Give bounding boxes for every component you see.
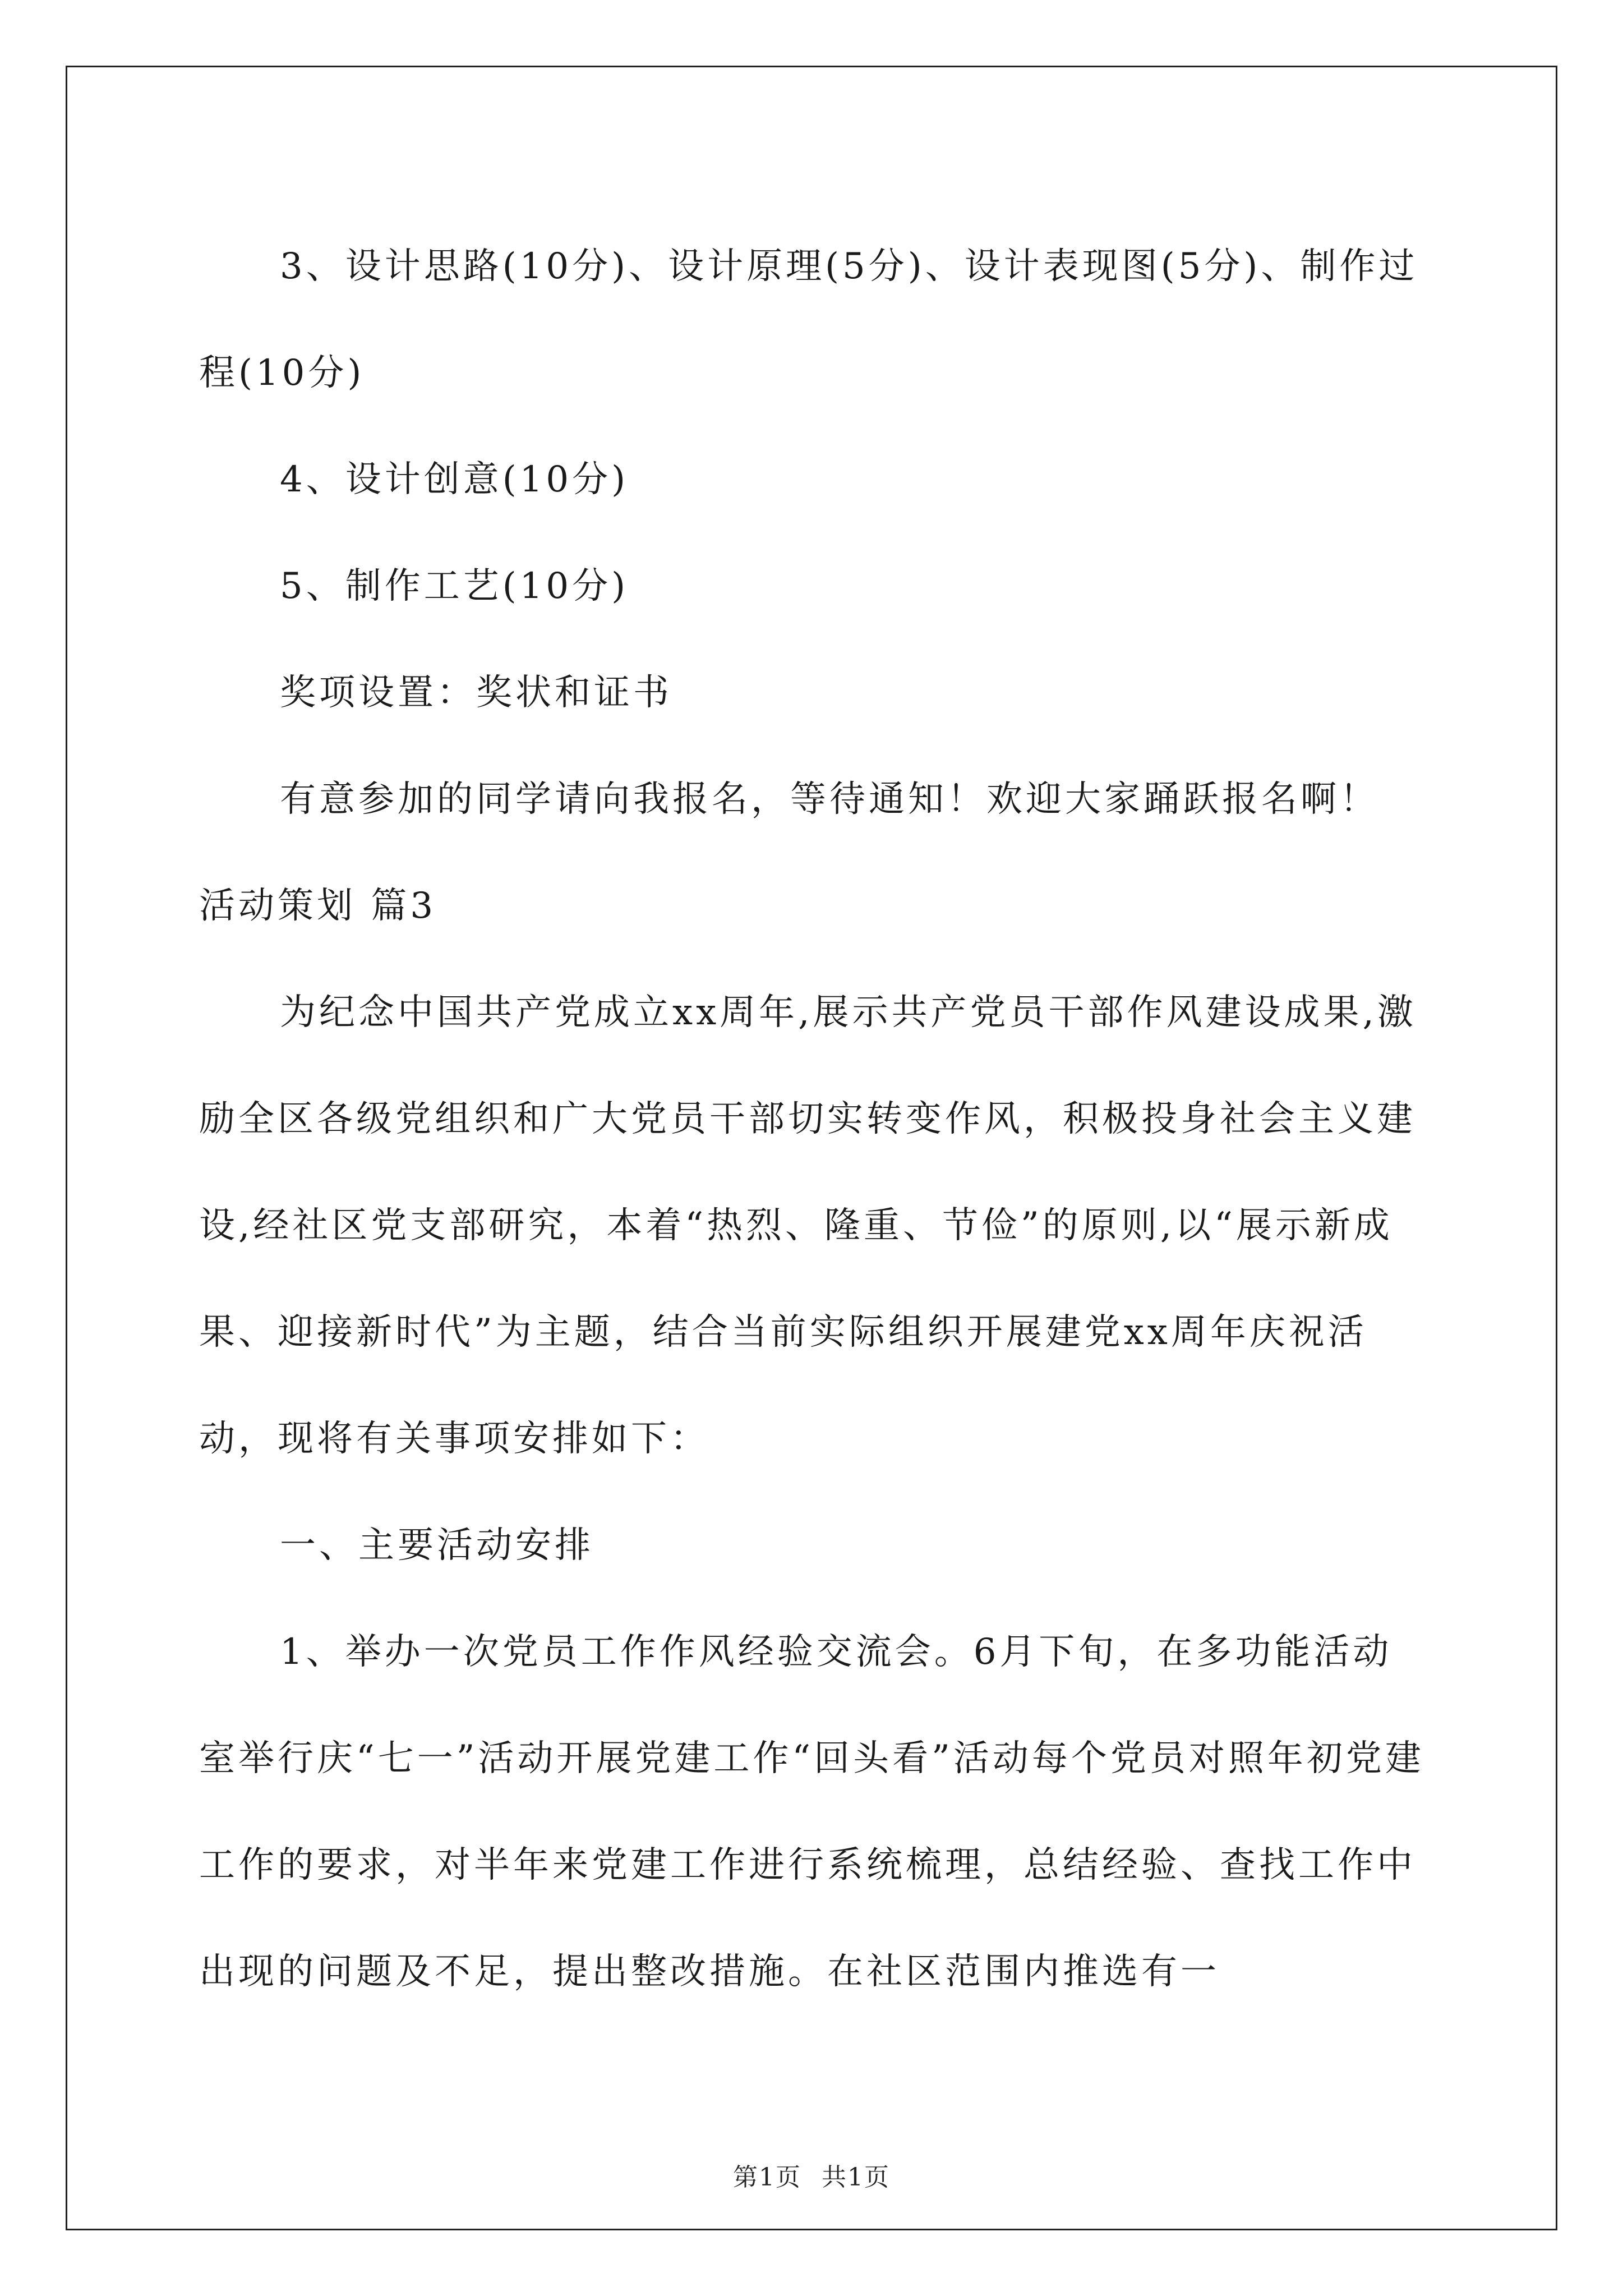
paragraph-subheading: 一、主要活动安排 — [280, 1525, 594, 1566]
paragraph-intro: 为纪念中国共产党成立xx周年,展示共产党员干部作风建设成果,激励全区各级党组织和广大党员干部切实转变作风，积极投身社会主义建设,经社区党支部研究，本着“热烈、隆重、节俭”的原则,以“展示新成果、迎接新时代”为主题，结合当前实际组织开展建党xx周年庆祝活动，现将有关事项安排如下： — [199, 992, 1417, 1460]
document-body — [199, 213, 1424, 2025]
section-heading: 活动策划 篇3 — [199, 885, 437, 927]
paragraph-scoring-4: 4、设计创意(10分) — [280, 459, 629, 500]
paragraph-signup: 有意参加的同学请向我报名，等待通知！欢迎大家踊跃报名啊！ — [280, 779, 1379, 820]
page-total: 共1页 — [822, 2163, 890, 2192]
paragraph-scoring-5: 5、制作工艺(10分) — [280, 565, 629, 607]
page-footer — [0, 2157, 1623, 2193]
paragraph-awards: 奖项设置：奖状和证书 — [280, 672, 672, 714]
paragraph-activity-1: 1、举办一次党员工作作风经验交流会。6月下旬，在多功能活动室举行庆“七一”活动开展党建工作“回头看”活动每个党员对照年初党建工作的要求，对半年来党建工作进行系统梳理，总结经验、查找工作中出现的问题及不足，提出整改措施。在社区范围内推选有一 — [199, 1631, 1424, 1993]
page-number: 第1页 — [733, 2163, 801, 2192]
paragraph-scoring-3: 3、设计思路(10分)、设计原理(5分)、设计表现图(5分)、制作过程(10分) — [199, 246, 1418, 394]
